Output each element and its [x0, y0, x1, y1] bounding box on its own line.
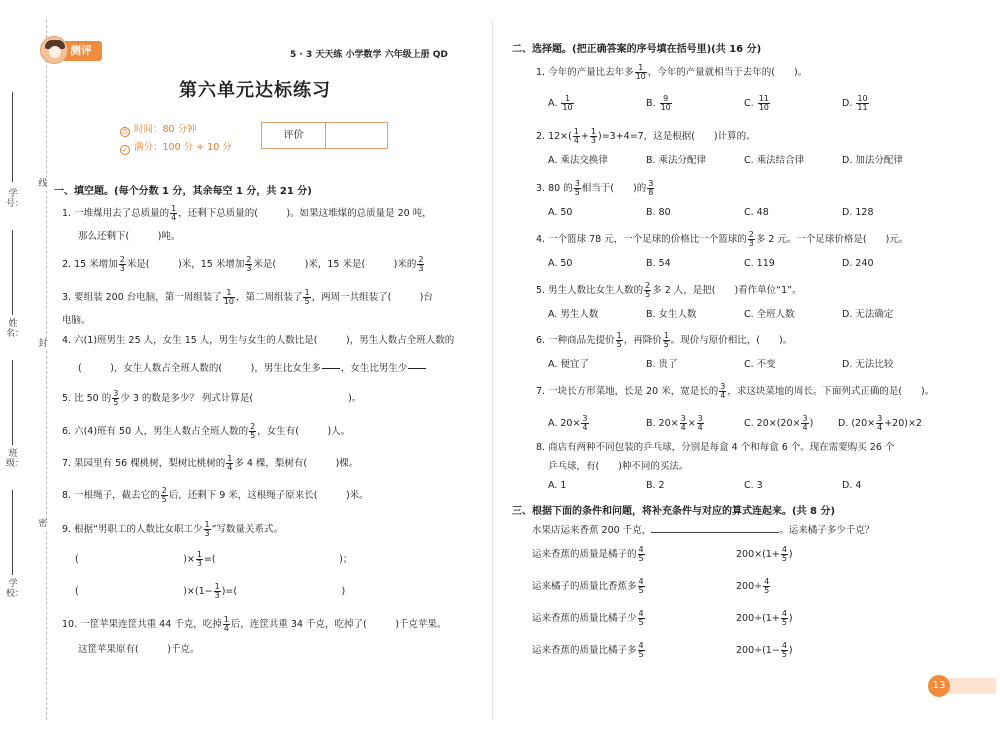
- s2-q5-opt-c[interactable]: C. 全班人数: [744, 309, 795, 320]
- s2-q5-opt-a[interactable]: A. 男生人数: [548, 309, 599, 320]
- s2-q2-opt-a[interactable]: A. 乘法交换律: [548, 155, 608, 166]
- s2-q2: 2. 12×( $\frac{1}{4}$ + $\frac{1}{3}$ )=3+4=7，这是根据( )计算的。: [536, 127, 756, 145]
- margin-line: [12, 490, 13, 575]
- fold-mark: 线: [36, 180, 50, 190]
- evaluation-label: 评价: [262, 123, 326, 148]
- s1-q9-eq1: ( )× $\frac{1}{3}$ =( )；: [75, 550, 353, 568]
- s2-q7-opt-c[interactable]: C. 20×(20× $\frac{3}{4}$ ): [744, 414, 814, 432]
- s1-q10-cont: 这筐苹果原有( )千克。: [78, 644, 200, 655]
- s2-q6-opt-d[interactable]: D. 无法比较: [842, 359, 894, 370]
- s2-q1-opt-c[interactable]: C. $\frac{11}{10}$: [744, 94, 769, 112]
- margin-label-name: 姓名：: [6, 319, 25, 339]
- s1-q3-cont: 电脑。: [62, 315, 91, 326]
- s1-q6: 6. 六(4)班有 50 人，男生人数占全班人数的 $\frac{2}{5}$ ，女生有( )人。: [62, 422, 351, 440]
- page-corner-strip: [946, 678, 996, 694]
- margin-line: [12, 92, 13, 182]
- s2-q3-opt-b[interactable]: B. 80: [646, 207, 671, 218]
- s2-q2-opt-d[interactable]: D. 加法分配律: [842, 155, 903, 166]
- s2-q3-opt-c[interactable]: C. 48: [744, 207, 769, 218]
- s3-right-3[interactable]: 200÷(1+ $\frac{4}{5}$ ): [736, 609, 793, 627]
- mascot-icon: [40, 36, 68, 64]
- s2-q4-opt-a[interactable]: A. 50: [548, 258, 573, 269]
- margin-line: [12, 230, 13, 315]
- s2-q5-opt-b[interactable]: B. 女生人数: [646, 309, 697, 320]
- margin-line: [12, 360, 13, 445]
- margin-label-school: 学校：: [6, 579, 25, 599]
- s2-q1-opt-a[interactable]: A. $\frac{1}{10}$: [548, 94, 573, 112]
- s2-q7-opt-d[interactable]: D. (20× $\frac{3}{4}$ +20)×2: [838, 414, 922, 432]
- time-limit: ⏱ 时间：80 分钟: [120, 121, 197, 137]
- s1-q4-cont: ( )，女生人数占全班人数的( )，男生比女生多 ，女生比男生少: [78, 360, 427, 377]
- fold-mark: 密: [36, 520, 50, 530]
- s3-left-1[interactable]: 运来香蕉的质量是橘子的 $\frac{4}{5}$: [532, 545, 644, 563]
- s2-q5: 5. 男生人数比女生人数的 $\frac{2}{5}$ 多 2 人，是把( )看作单位“1”。: [536, 281, 802, 299]
- s2-q7-opt-a[interactable]: A. 20× $\frac{3}{4}$: [548, 414, 588, 432]
- series-header: 5 · 3 天天练 小学数学 六年级上册 QD: [290, 50, 448, 60]
- margin-label-class: 班级：: [6, 449, 25, 469]
- s1-q2: 2. 15 米增加 $\frac{2}{3}$ 米是( )米，15 米增加 $\frac{2}{3}$ 米是( )米，15 米是( )米的 $\frac{2}{3}$: [62, 255, 424, 273]
- s2-q1-opt-b[interactable]: B. $\frac{9}{10}$: [646, 94, 671, 112]
- clock-icon: ⏱: [120, 127, 130, 137]
- s1-q7: 7. 果园里有 56 棵桃树，梨树比桃树的 $\frac{1}{4}$ 多 4 棵，梨树有( )棵。: [62, 454, 359, 472]
- s2-q6-opt-b[interactable]: B. 贵了: [646, 359, 678, 370]
- section3-title: 三、根据下面的条件和问题，将补充条件与对应的算式连起来。(共 8 分): [512, 506, 836, 517]
- margin-label-student-id: 学号：: [6, 189, 25, 209]
- s2-q8-opt-b[interactable]: B. 2: [646, 480, 665, 491]
- s2-q4-opt-b[interactable]: B. 54: [646, 258, 671, 269]
- s1-q3: 3. 要组装 200 台电脑，第一周组装了 $\frac{1}{10}$ ，第二周组装了 $\frac{1}{5}$ ，两周一共组装了( )台: [62, 288, 433, 306]
- s3-intro: 水果店运来香蕉 200 千克， 。运来橘子多少千克？: [532, 522, 874, 538]
- s2-q5-opt-d[interactable]: D. 无法确定: [842, 309, 894, 320]
- s2-q8: 8. 商店有两种不同包装的乒乓球，分别是每盒 4 个和每盒 6 个。现在需要购买 26 个: [536, 442, 895, 453]
- s2-q3-opt-a[interactable]: A. 50: [548, 207, 573, 218]
- s2-q7: 7. 一块长方形菜地，长是 20 米，宽是长的 $\frac{3}{4}$ ，求这块菜地的周长。下面列式正确的是( )。: [536, 382, 935, 400]
- fold-mark: 封: [36, 340, 50, 350]
- s3-left-4[interactable]: 运来香蕉的质量比橘子多 $\frac{4}{5}$: [532, 641, 644, 659]
- s3-intro-blank[interactable]: [651, 522, 779, 533]
- page-title: 第六单元达标练习: [179, 80, 331, 101]
- s1-q9-eq2: ( )×(1− $\frac{1}{3}$ )=( ): [75, 582, 346, 600]
- s2-q3: 3. 80 的 $\frac{3}{5}$ 相当于( )的 $\frac{3}{8}$: [536, 179, 654, 197]
- section1-title: 一、填空题。(每个分数 1 分，其余每空 1 分，共 21 分): [54, 186, 312, 197]
- s2-q2-opt-b[interactable]: B. 乘法分配律: [646, 155, 707, 166]
- s3-left-3[interactable]: 运来香蕉的质量比橘子少 $\frac{4}{5}$: [532, 609, 644, 627]
- s2-q4: 4. 一个篮球 78 元，一个足球的价格比一个篮球的 $\frac{2}{3}$ 多 2 元。一个足球价格是( )元。: [536, 230, 909, 248]
- s1-q1: 1. 一堆煤用去了总质量的 $\frac{1}{4}$ ，还剩下总质量的( )。如果这堆煤的总质量是 20 吨，: [62, 204, 432, 222]
- page-divider: [492, 20, 493, 720]
- s1-q5: 5. 比 50 的 $\frac{3}{5}$ 少 3 的数是多少？ 列式计算是( )。: [62, 389, 362, 407]
- s2-q4-opt-c[interactable]: C. 119: [744, 258, 775, 269]
- s3-left-2[interactable]: 运来橘子的质量比香蕉多 $\frac{4}{5}$: [532, 577, 644, 595]
- check-icon: ✓: [120, 145, 130, 155]
- s2-q2-opt-c[interactable]: C. 乘法结合律: [744, 155, 805, 166]
- s2-q8-opt-a[interactable]: A. 1: [548, 480, 567, 491]
- test-badge-label: 测评卷: [62, 41, 102, 61]
- s3-right-4[interactable]: 200÷(1− $\frac{4}{5}$ ): [736, 641, 793, 659]
- page-number: 13: [928, 675, 950, 697]
- s2-q6: 6. 一种商品先提价 $\frac{1}{5}$ ，再降价 $\frac{1}{5}$ 。现价与原价相比，( )。: [536, 331, 793, 349]
- s2-q7-opt-b[interactable]: B. 20× $\frac{3}{4}$ × $\frac{3}{4}$: [646, 414, 703, 432]
- section2-title: 二、选择题。(把正确答案的序号填在括号里)(共 16 分): [512, 44, 762, 55]
- s1-q10: 10. 一筐苹果连筐共重 44 千克，吃掉 $\frac{1}{4}$ 后，连筐共重 34 千克，吃掉了( )千克苹果。: [62, 615, 447, 633]
- s2-q1: 1. 今年的产量比去年多 $\frac{1}{10}$ ，今年的产量就相当于去年的( )。: [536, 63, 808, 81]
- s2-q8-cont: 乒乓球，有( )种不同的买法。: [548, 461, 689, 472]
- s2-q8-opt-c[interactable]: C. 3: [744, 480, 763, 491]
- s2-q6-opt-a[interactable]: A. 便宜了: [548, 359, 589, 370]
- s2-q6-opt-c[interactable]: C. 不变: [744, 359, 776, 370]
- s2-q8-opt-d[interactable]: D. 4: [842, 480, 862, 491]
- s3-right-1[interactable]: 200×(1+ $\frac{4}{5}$ ): [736, 545, 793, 563]
- s1-q1-cont: 那么还剩下( )吨。: [78, 231, 181, 242]
- s1-q4: 4. 六(1)班男生 25 人，女生 15 人，男生与女生的人数比是( )，男生人数占全班人数的: [62, 335, 455, 346]
- evaluation-field[interactable]: [326, 123, 387, 148]
- s2-q1-opt-d[interactable]: D. $\frac{10}{11}$: [842, 94, 868, 112]
- fold-line: [46, 20, 47, 720]
- s1-q8: 8. 一根绳子，截去它的 $\frac{2}{5}$ 后，还剩下 9 米，这根绳子原来长( )米。: [62, 486, 369, 504]
- s3-right-2[interactable]: 200÷ $\frac{4}{5}$: [736, 577, 770, 595]
- s2-q3-opt-d[interactable]: D. 128: [842, 207, 874, 218]
- full-score: ✓ 满分：100 分 + 10 分: [120, 139, 232, 155]
- evaluation-box: [261, 122, 388, 149]
- s1-q9: 9. 根据“男职工的人数比女职工少 $\frac{1}{3}$ ”写数量关系式。: [62, 520, 284, 538]
- s2-q4-opt-d[interactable]: D. 240: [842, 258, 874, 269]
